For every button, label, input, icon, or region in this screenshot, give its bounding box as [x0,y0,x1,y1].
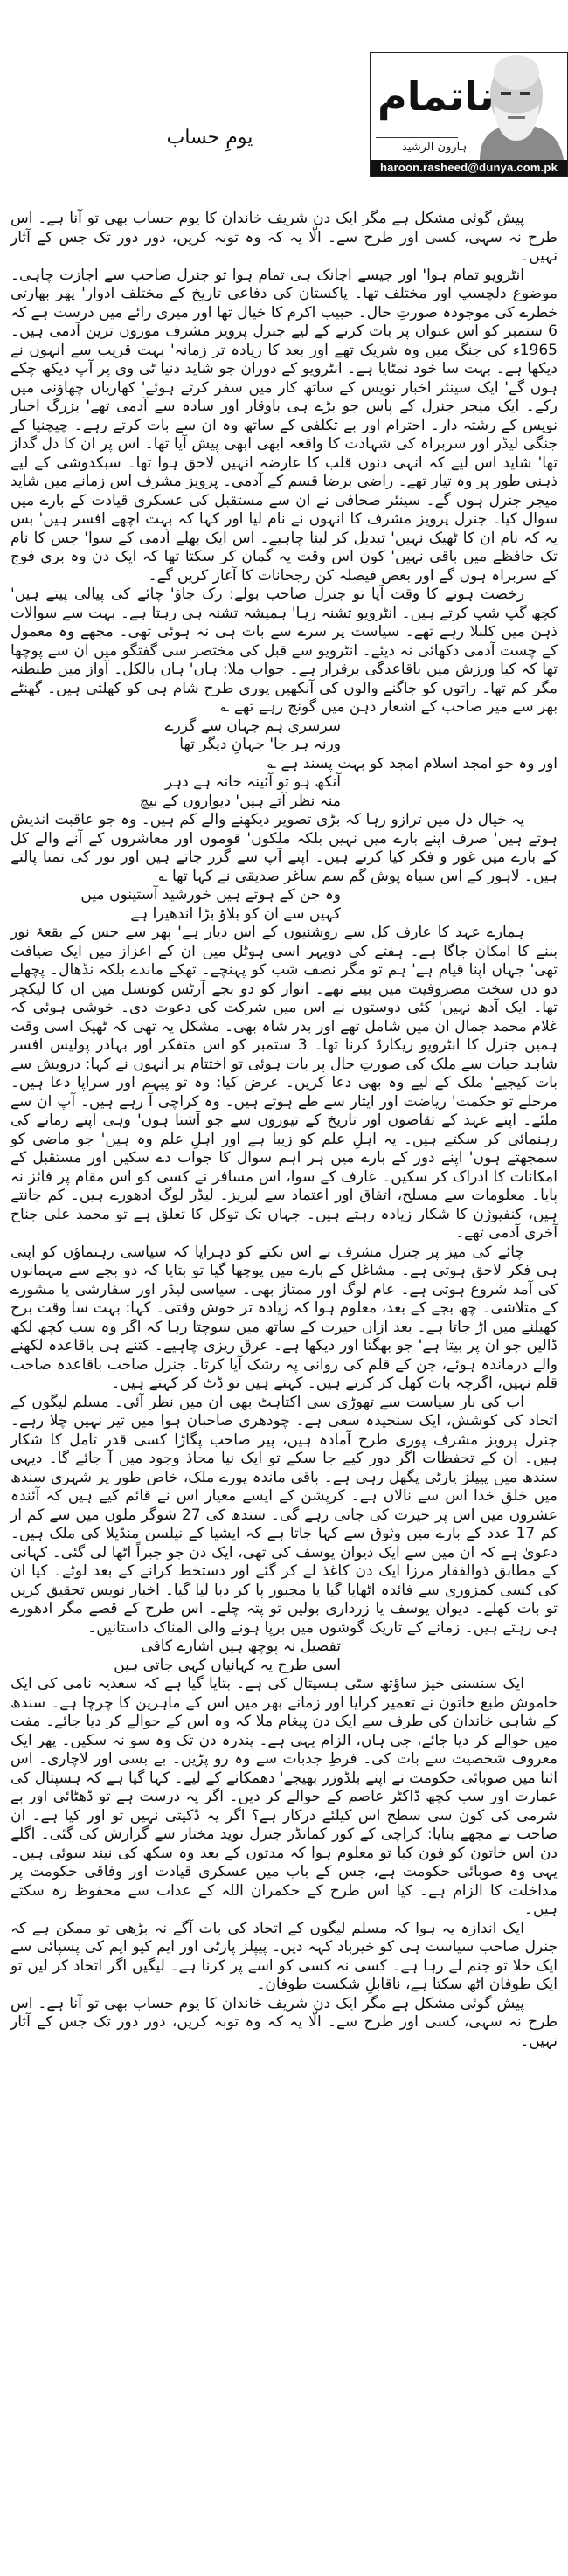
author-name: ہارون الرشید [402,141,468,154]
article-title: یومِ حساب [166,127,253,149]
paragraph: ایک سنسنی خیز ساؤتھ سٹی ہسپتال کی ہے۔ بتایا گیا ہے کہ سعدیہ نامی کی ایک خاموش طبع خاتون نے تعمیر کرایا اور زمانے بھر میں اس کے ماہرین کا چرچا ہے۔ سندھ کے شاہی خاندان کی طرف سے ایک دن پیغام ملا کہ وہ اس کے حوالے کر دیا جائے۔ مفت میں حوالے کر دیا جائے، جی ہاں، الزام یہی ہے۔ پندرہ دن تک وہ سو نہ سکیں۔ پھر ایک معروف شخصیت سے بات کی۔ فرطِ جذبات سے وہ رو پڑیں۔ بے بسی اور لاچاری۔ اس اثنا میں صوبائی حکومت نے اپنے بلڈوزر بھیجے' دھمکانے کے لیے۔ کہا گیا ہے کہ ہسپتال کی عمارت اور سب کچھ ڈاکٹر عاصم کے حوالے کر دیں۔ اگر یہ درست ہے تو ڈھٹائی اور بے شرمی کی کون سی سطح اس کیلئے درکار ہے؟ اگر یہ ڈکیتی نہیں تو اور کیا ہے۔ ان صاحب نے مجھے بتایا: کراچی کے کور کمانڈر جنرل نوید مختار سے گزارش کی گئی۔ اگلے دن اس خاتون کو فون کیا تو معلوم ہوا کہ مدتوں کے بعد وہ سکھ کی نیند سوئی ہیں۔ یہی وہ صوبائی حکومت ہے، جس کے باب میں عسکری قیادت اور وفاقی حکومت پر مداخلت کا الزام ہے۔ کیا اس طرح کے حکمران اللہ کے عذاب سے محفوظ رہ سکتے ہیں۔ [10,1675,558,1918]
verse-line: کہیں سے ان کو بلاؤ بڑا اندھیرا ہے [130,904,341,923]
verse-line: تفصیل نہ پوچھ ہیں اشارے کافی [141,1638,341,1655]
verse-line: آنکھ ہو تو آئینہ خانہ ہے دہر [164,773,341,791]
author-email[interactable]: haroon.rasheed@dunya.com.pk [371,160,567,176]
paragraph: انٹرویو تمام ہوا' اور جیسے اچانک ہی تمام ہوا تو جنرل صاحب سے اجازت چاہی۔ موضوع دلچسپ اور مختلف تھا۔ پاکستان کی دفاعی تاریخ کے مختلف ادوار' پھر بھارتی خطرے کی موجودہ صورتِ حال۔ حبیب اکرم کا خیال تھا اور میری رائے میں درست ہے کہ 6 ستمبر کو اس عنوان پر بات کرنے کے لیے جنرل پرویز مشرف موزوں ترین آدمی ہیں۔ 1965ء کی جنگ میں وہ شریک تھے اور بعد کا زیادہ تر زمانہ' بہت قریب سے انہوں نے دیکھا ہے۔ بہت سا خود نمٹایا ہے۔ انٹرویو کے دوران جو شاید دنیا ٹی وی پر آپ دیکھ چکے ہوں گے' ایک سینئر اخبار نویس کے ساتھ کار میں سفر کرتے ہوئے' کھاریاں چھاؤنی میں رکے۔ ایک میجر جنرل کے پاس جو بڑے ہی باوقار اور سادہ سے آدمی تھے' بزرگ اخبار نویس کے رشتہ دار۔ احترام اور بے تکلفی کے ساتھ وہ ان سے بات کرتے رہے۔ چیچنیا کے جنگی لیڈر اور سربراہ کی شہادت کا واقعہ ابھی ابھی پیش آیا تھا۔ اس پر ان کا دل گداز تھا' شاید اس لیے کہ انہی دنوں قلب کا عارضہ انہیں لاحق ہوا تھا۔ سبکدوشی کے لیے ذہنی طور پر وہ تیار تھے۔ راضی برضا قسم کے آدمی۔ پرویز مشرف اس زمانے میں شاید میجر جنرل ہوں گے۔ سینئر صحافی نے ان سے مستقبل کی عسکری قیادت کے بارے میں سوال کیا۔ جنرل پرویز مشرف کا انہوں نے نام لیا اور کہا کہ بہت اچھے افسر ہیں' بس یہ کہ نام ان کا ٹھیک نہیں' تبدیل کر لینا چاہیے۔ اس ایک بھلے آدمی کے سوا' جس کا نام تک حافظے میں باقی نہیں' کون اس وقت یہ گمان کر سکتا تھا کہ ایک دن وہ بری فوج کے سربراہ ہوں گے اور بعض فیصلہ کن رجحانات کا آغاز کریں گے۔ [10,266,558,585]
paragraph: ایک اندازہ یہ ہوا کہ مسلم لیگوں کے اتحاد کی بات آگے نہ بڑھی تو ممکن ہے کہ جنرل صاحب سیاست ہی کو خیرباد کہہ دیں۔ پیپلز پارٹی اور ایم کیو ایم کی پسپائی سے ایک خلا تو جنم لے رہا ہے۔ کسی نہ کسی کو اسے پر کرنا ہے۔ لیگیں اگر اتحاد کر لیں تو ایک طوفان اٹھ سکتا ہے، ناقابلِ شکست طوفان۔ [10,1919,558,1993]
verse-line: ورنہ ہر جا' جہانِ دیگر تھا [179,736,341,753]
column-name: ناتمام [378,73,495,120]
verse-line: سرسری ہم جہان سے گزرے [164,717,341,735]
verse-line: وہ جن کے ہوتے ہیں خورشید آستینوں میں [80,886,341,904]
verse-line: اسی طرح یہ کہانیاں کہی جاتی ہیں [114,1656,341,1674]
paragraph: اب کی بار سیاست سے تھوڑی سی اکتاہٹ بھی ان میں نظر آئی۔ مسلم لیگوں کے اتحاد کی کوشش، ایک سنجیدہ سعی ہے۔ چودھری صاحبان ہوا میں تیر نہیں چلا رہے۔ جنرل پرویز مشرف پوری طرح آمادہ ہیں، پیر صاحب پگاڑا کسی قدر تامل کا شکار ہیں۔ ان کے تحفظات اگر دور کیے جا سکے تو ایک نیا محاذ وجود میں آ جائے گا۔ دیہی سندھ میں پیپلز پارٹی پگھل رہی ہے۔ باقی ماندہ پورے ملک، خاص طور پر شہری سندھ میں خلقِ خدا اس سے نالاں ہے۔ کرپشن کے ایسے معیار اس نے قائم کیے ہیں کہ آئندہ عشروں میں اس پر حیرت کی جاتی رہے گی۔ سندھ کی 27 شوگر ملوں میں سے کم از کم 17 عدد کے بارے میں وثوق سے کہا جاتا ہے کہ ایشیا کے نیلسن منڈیلا کی ملک ہیں۔ دعویٰ ہے کہ ان میں سے ایک دیوان یوسف کی تھی، ایک دن جو جبراً اٹھا لی گئی۔ کہانی کے مطابق ذوالفقار مرزا ایک دن کاغذ لے کر گئے اور دستخط کرانے کے بعد لوٹے۔ کیا ان کی کسی کمزوری سے فائدہ اٹھایا گیا یا مجبور پا کر دبا لیا گیا۔ اخبار نویس تحقیق کریں تو بات کھلے۔ دیوان یوسف یا زرداری بولیں تو پتہ چلے۔ اس طرح کے قصے مگر ادھورے ہی رہتے ہیں۔ زمانے کے تاریک گوشوں میں برپا ہونے والی المناک داستانیں۔ [10,1393,558,1637]
verse-line: منہ نظر آتے ہیں' دیواروں کے بیچ [139,792,341,810]
paragraph: یہ خیال دل میں ترازو رہا کہ بڑی تصویر دیکھنے والے کم ہیں۔ وہ جو عاقبت اندیش ہوتے ہیں' صرف اپنے بارے میں نہیں بلکہ ملکوں' قوموں اور معاشروں کے آنے والے کل کے بارے میں غور و فکر کیا کرتے ہیں۔ اپنے آپ سے گزر جاتے ہیں اور نور کی تمنا پالتے ہیں۔ لاہور کے اس سیاہ پوش گم سم ساغر صدیقی نے کہا تھا ؎ [10,811,558,885]
paragraph: چائے کی میز پر جنرل مشرف نے اس نکتے کو دہرایا کہ سیاسی رہنماؤں کو اپنی ہی فکر لاحق ہوتی ہے۔ مشاغل کے بارے میں پوچھا گیا تو بتایا کہ دو بجے سے مہمانوں کی آمد شروع ہوتی ہے۔ عام لوگ اور ممتاز بھی۔ سیاسی لیڈر اور سفارشی یا مشورے کے متلاشی۔ چھ بجے کے بعد، معلوم ہوا کہ زیادہ تر خوش وقتی۔ کہا: بہت سا وقت برج کھیلنے میں اڑ جاتا ہے۔ بعد ازاں حیرت کے ساتھ میں سوچتا رہا کہ اگر وہ سب کچھ لکھ ڈالیں جو ان پر بیتا ہے' جو بھگتا اور دیکھا ہے۔ عرق ریزی چاہیے۔ کتنے ہی باقاعدہ لکھنے والے درماندہ ہوئے، جن کے قلم کی روانی پہ رشک آیا کرتا۔ جنرل صاحب باقاعدہ صاحب قلم نہیں، اگرچہ بات کھل کر کرتے ہیں۔ کہتے ہیں تو ڈٹ کر کہتے ہیں۔ [10,1243,558,1392]
paragraph: پیش گوئی مشکل ہے مگر ایک دن شریف خاندان کا یوم حساب بھی تو آنا ہے۔ اس طرح نہ سہی، کسی اور طرح سے۔ الّا یہ کہ وہ توبہ کریں، دور دور تک جس کے آثار نہیں۔ [10,210,558,265]
article-body [10,210,558,2051]
paragraph: پیش گوئی مشکل ہے مگر ایک دن شریف خاندان کا یوم حساب بھی تو آنا ہے۔ اس طرح نہ سہی، کسی اور طرح سے۔ الّا یہ کہ وہ توبہ کریں، دور دور تک جس کے آثار نہیں۔ [10,1994,558,2050]
logo-divider [376,137,458,138]
paragraph: رخصت ہونے کا وقت آیا تو جنرل صاحب بولے: رک جاؤ' چائے کی پیالی پیتے ہیں' کچھ گپ شپ کرتے ہیں۔ انٹرویو تشنہ رہا' ہمیشہ تشنہ ہی رہتا ہے۔ بہت سے سوالات ذہن میں کلبلا رہے تھے۔ سیاست پر سرے سے بات ہی نہ ہوئی تھی۔ مجھے وہ معمول کے چست آدمی دکھائی نہ دیئے۔ انٹرویو سے قبل کی مختصر سی گفتگو میں ان سے پوچھا تھا کہ کیا ورزش میں باقاعدگی برقرار ہے۔ جواب ملا: ہاں' ہاں بالکل۔ آواز میں طنطنہ مگر کم تھا۔ راتوں کو جاگنے والوں کی آنکھیں پوری طرح شام ہی کو کھلتی ہیں۔ گھنٹے بھر سے میر صاحب کے اشعار ذہن میں گونج رہے تھے ؎ [10,585,558,716]
paragraph: اور وہ جو امجد اسلام امجد کو بہت پسند ہے ؎ [267,754,558,772]
paragraph: ہمارے عہد کا عارف کل سے روشنیوں کے اس دیار ہے' پھر سے جس کے بقعۂ نور بننے کا امکان جاگا ہے۔ ہفتے کی دوپہر اسی ہوٹل میں ان کے اعزاز میں ایک ضیافت تھی' جہاں اپنا قیام ہے' ہم تو مگر نصف شب کو پہنچے۔ تھکے ماندے بلکہ نڈھال۔ پچھلے دو دن سخت مصروفیت میں بیتے تھے۔ اتوار کو دو بجے آرٹس کونسل میں ان کا لیکچر تھا۔ ایک آدھ نہیں' کئی دوستوں نے اس میں شرکت کی دعوت دی۔ خوشی ہوئی کہ غلام محمد جمال ان میں شامل تھے اور بدر شاہ بھی۔ مشکل یہ تھی کہ ٹھیک اسی وقت ہمیں جنرل کا انٹرویو ریکارڈ کرنا تھا۔ 3 ستمبر کو اس متفکر اور بہادر پولیس افسر شاہد حیات سے ملک کی صورتِ حال پر بات ہوئی تو اختتام پر انہوں نے کہا: درویش سے بات کیجیے' ملک کے لیے وہ بھی دعا کریں۔ عرض کیا: وہ تو پیہم اور سراپا دعا ہیں۔ مرحلے تو حکمت' ریاضت اور ایثار سے طے ہوتے ہیں۔ وہ کراچی آ رہے ہیں۔ آپ ان سے ملئے۔ اپنے عہد کے تقاضوں اور تاریخ کے تیوروں سے جو آشنا ہوں' وہی اپنے زمانے کی رہنمائی کر سکتے ہیں۔ یہ اہلِ علم کو زیبا ہے اور اہلِ علم وہ ہیں' جو ماضی کو سمجھتے ہوں' اپنے دور کے بارے میں ہر اہم سوال کا جواب دے سکیں اور مستقبل کے امکانات کا ادراک کر سکیں۔ عارف کے سوا، اس مسافر نے کسی کو اس مقام پر فائز نہ پایا۔ معلومات سے مسلح، اتفاق اور اعتماد سے لبریز۔ لیڈر لوگ ادھورے ہیں۔ کم جانتے ہیں، کنفیوژن کا شکار زیادہ رہتے ہیں۔ جہاں تک توکل کا تعلق ہے تو محمد علی جناح آخری آدمی تھے۔ [10,924,558,1242]
column-logo [370,52,568,177]
